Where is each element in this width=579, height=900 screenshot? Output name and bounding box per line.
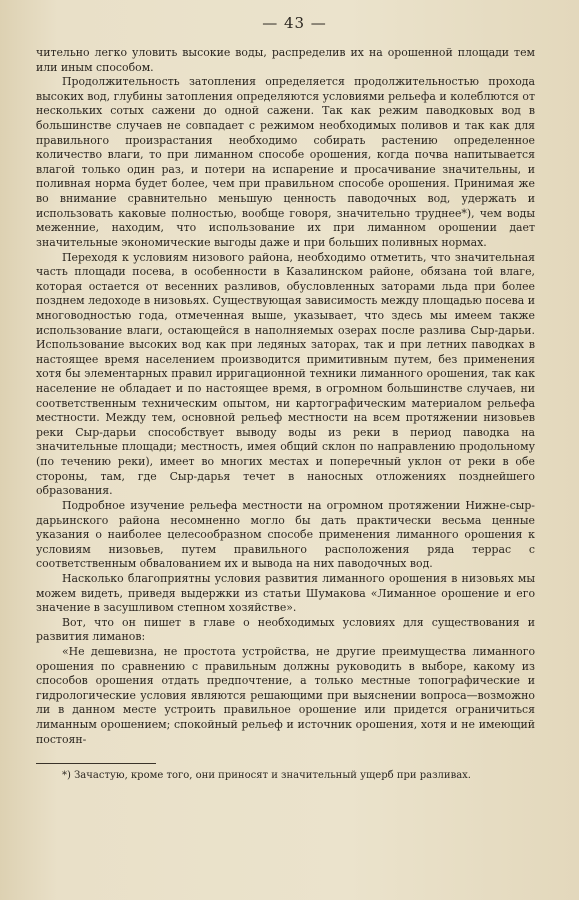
footnote: *) Зачастую, кроме того, они приносят и значительный ущерб при разливах.: [62, 770, 471, 782]
paragraph: Вот, что он пишет в главе о необходимых условиях для существования и развития лиманов:: [36, 615, 535, 644]
paragraph: «Не дешевизна, не простота устройства, не другие преимущества лиманного орошения по сравнению с правильным должны руководить в выборе, какому из способов орошения отдать предпочтение, а только местные топографические и гидрологические условия являются решающими при выяснении вопроса—возможно ли в данном месте устроить правильное орошение или придется ограничиться лиманным орошением; спокойный рельеф и источник орошения, хотя и не имеющий постоян-: [36, 644, 535, 746]
paragraph: чительно легко уловить высокие воды, распределив их на орошенной площади тем или иным способом.: [36, 46, 535, 74]
footnote-divider: [36, 763, 156, 764]
paragraph: Переходя к условиям низового района, необходимо отметить, что значительная часть площади посева, в особенности в Казалинском районе, обязана той влаге, которая остается от весенних разливов, обусловленных заторами льда при более позднем ледоходе в низовьях. Существующая зависимость между площадью посева и многоводностью года, отмеченная выше, указывает, что здесь мы имеем также использование влаги, остающейся в наполняемых озерах после разлива Сыр-дарьи. Использование высоких вод как при ледяных заторах, так и при летних паводках в настоящее время населением производится примитивным путем, без применения хотя бы элементарных правил ирригационной техники лиманного орошения, так как население не обладает и по настоящее время, в огромном большинстве случаев, ни соответственным техническим опытом, ни картографическим материалом рельефа местности. Между тем, основной рельеф местности на всем протяжении низовьев реки Сыр-дарьи способствует выводу воды из реки в период паводка на значительные площади; местность, имея общий склон по направлению продольному (по течению реки), имеет во многих местах и поперечный уклон от реки в обе стороны, там, где Сыр-дарья течет в наносных отложениях позднейшего образования.: [36, 250, 535, 498]
paragraph: Продолжительность затопления определяется продолжительностью прохода высоких вод, глубины затопления определяются условиями рельефа и колеблются от нескольких сотых сажени до одной сажени. Так как режим паводковых вод в большинстве случаев не совпадает с режимом необходимых поливов и так как для правильного произрастания необходимо собирать растению определенное количество влаги, то при лиманном способе орошения, когда почва напитывается влагой только один раз, и потери на испарение и просачивание значительны, и поливная норма будет более, чем при правильном способе орошения. Принимая же во внимание сравнительно меньшую ценность паводочных вод, удержать и использовать каковые полностью, вообще говоря, значительно труднее*), чем воды меженние, находим, что использование их при лиманном орошении дает значительные экономические выгоды даже и при больших поливных нормах.: [36, 75, 535, 249]
page-number: — 43 —: [262, 14, 327, 32]
paragraph: Насколько благоприятны условия развития лиманного орошения в низовьях мы можем видеть, приведя выдержки из статьи Шумакова «Лиманное орошение и его значение в засушливом степном хозяйстве».: [36, 571, 535, 615]
body-text: [36, 46, 535, 747]
paragraph: Подробное изучение рельефа местности на огромном протяжении Нижне-сыр-дарьинского района несомненно могло бы дать практически весьма ценные указания о наиболее целесообразном способе применения лиманного орошения к условиям низовьев, путем правильного расположения ряда террас с соответственным обвалованием их и вывода на них паводочных вод.: [36, 498, 535, 571]
